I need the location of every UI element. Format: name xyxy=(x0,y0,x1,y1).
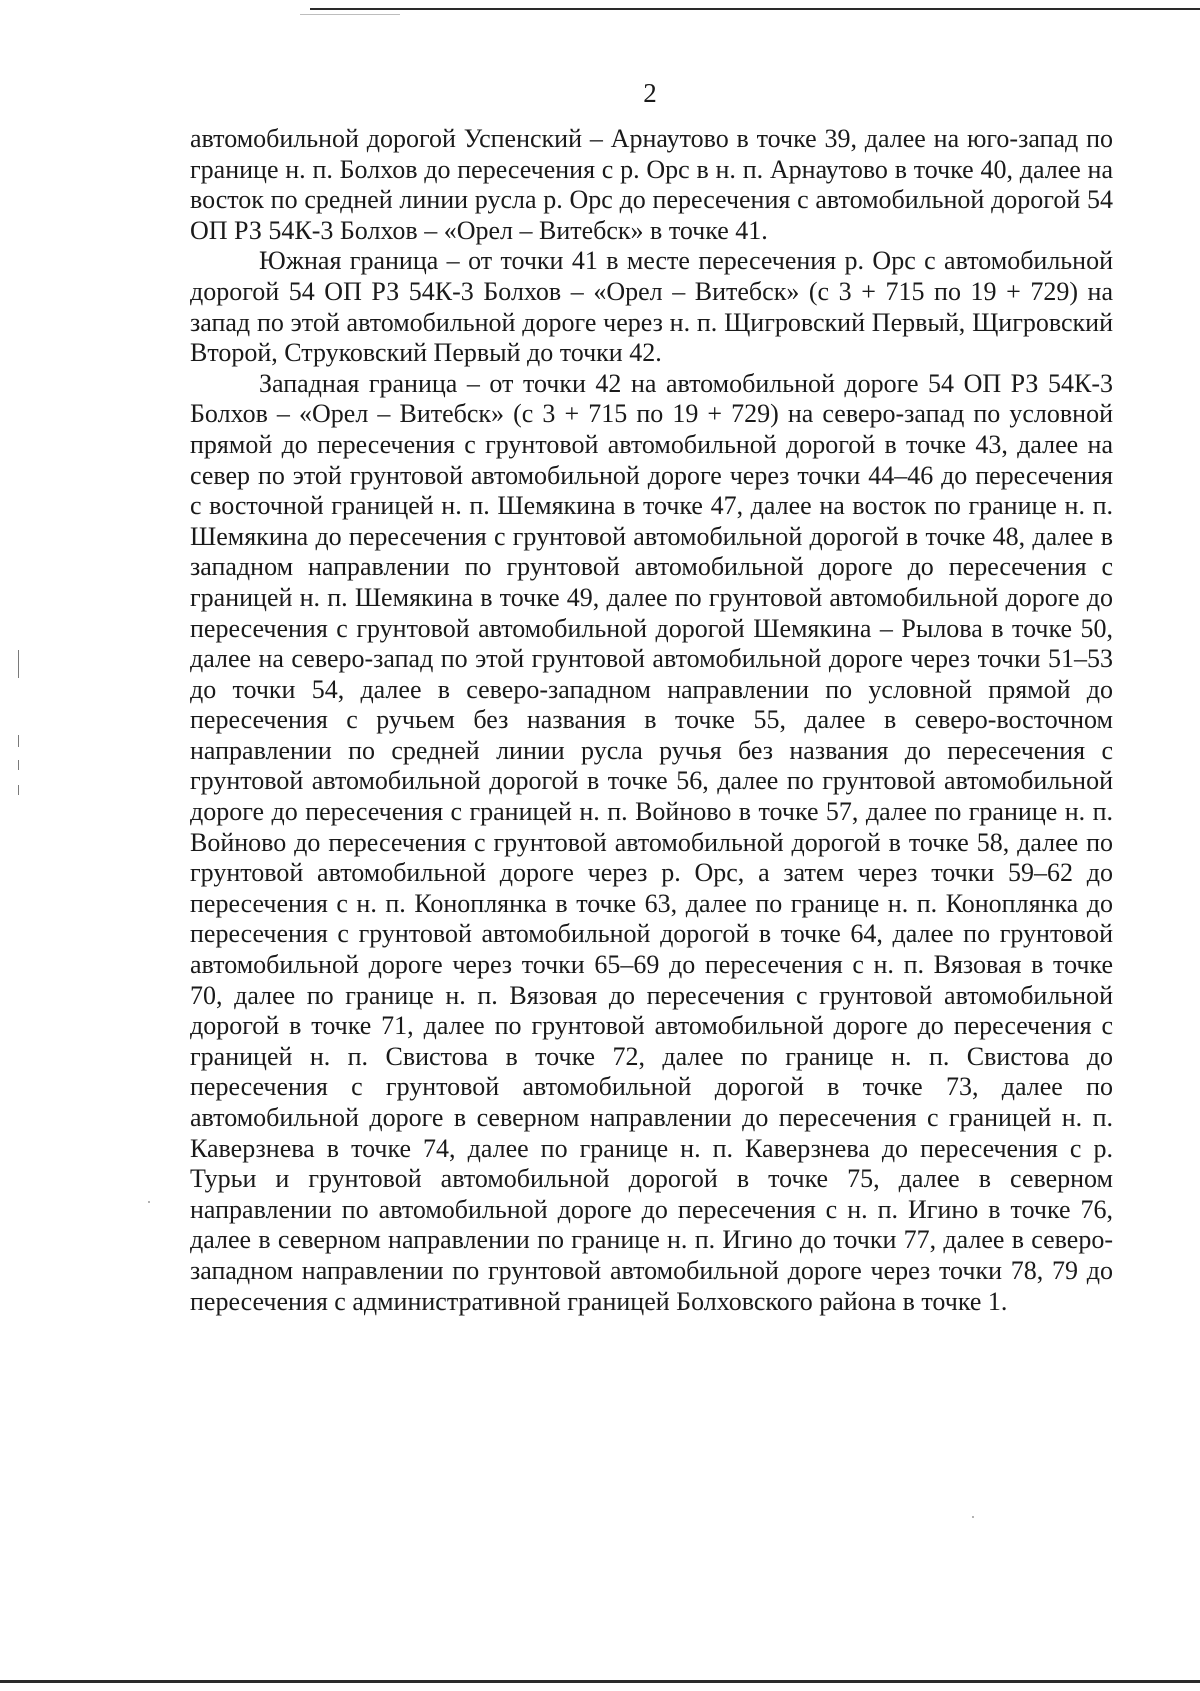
paragraph-western-boundary: Западная граница – от точки 42 на автомобильной дороге 54 ОП РЗ 54К-3 Болхов – «Орел – Витебск» (с 3 + 715 по 19 + 729) на северо-запад по условной прямой до пересечения с грунтовой автомобильной дорогой в точке 43, далее на север по этой грунтовой автомобильной дороге через точки 44–46 до пересечения с восточной границей н. п. Шемякина в точке 47, далее на восток по границе н. п. Шемякина до пересечения с грунтовой автомобильной дорогой в точке 48, далее в западном направлении по грунтовой автомобильной дороге до пересечения с границей н. п. Шемякина в точке 49, далее по грунтовой автомобильной дороге до пересечения с грунтовой автомобильной дорогой Шемякина – Рылова в точке 50, далее на северо-запад по этой грунтовой автомобильной дороге через точки 51–53 до точки 54, далее в северо-западном направлении по условной прямой до пересечения с ручьем без названия в точке 55, далее в северо-восточном направлении по средней линии русла ручья без названия до пересечения с грунтовой автомобильной дорогой в точке 56, далее по грунтовой автомобильной дороге до пересечения с границей н. п. Войново в точке 57, далее по границе н. п. Войново до пересечения с грунтовой автомобильной дорогой в точке 58, далее по грунтовой автомобильной дороге через р. Орс, а затем через точки 59–62 до пересечения с н. п. Коноплянка в точке 63, далее по границе н. п. Коноплянка до пересечения с грунтовой автомобильной дорогой в точке 64, далее по грунтовой автомобильной дороге через точки 65–69 до пересечения с н. п. Вязовая в точке 70, далее по границе н. п. Вязовая до пересечения с грунтовой автомобильной дорогой в точке 71, далее по грунтовой автомобильной дороге до пересечения с границей н. п. Свистова в точке 72, далее по границе н. п. Свистова до пересечения с грунтовой автомобильной дорогой в точке 73, далее по автомобильной дороге в северном направлении до пересечения с границей н. п. Каверзнева в точке 74, далее по границе н. п. Каверзнева до пересечения с р. Турьи и грунтовой автомобильной дорогой в точке 75, далее в северном направлении по автомобильной дороге до пересечения с н. п. Игино в точке 76, далее в северном направлении по границе н. п. Игино до точки 77, далее в северо-западном направлении по грунтовой автомобильной дороге через точки 78, 79 до пересечения с административной границей Болховского района в точке 1. xyxy=(190,368,1113,1316)
scan-top-edge-faint-line xyxy=(300,14,400,15)
scan-margin-mark xyxy=(18,735,19,747)
scan-margin-mark xyxy=(18,785,19,795)
scan-margin-mark xyxy=(18,760,19,770)
scan-margin-mark xyxy=(18,650,19,678)
paragraph-southern-boundary: Южная граница – от точки 41 в месте пересечения р. Орс с автомобильной дорогой 54 ОП РЗ 54К-3 Болхов – «Орел – Витебск» (с 3 + 715 по 19 + 729) на запад по этой автомобильной дороге через н. п. Щигровский Первый, Щигровский Второй, Струковский Первый до точки 42. xyxy=(190,246,1113,368)
paragraph-continuation: автомобильной дорогой Успенский – Арнаутово в точке 39, далее на юго-запад по границе н. п. Болхов до пересечения с р. Орс в н. п. Арнаутово в точке 40, далее на восток по средней линии русла р. Орс до пересечения с автомобильной дорогой 54 ОП РЗ 54К-3 Болхов – «Орел – Витебск» в точке 41. xyxy=(190,124,1113,245)
scan-top-edge-line xyxy=(310,8,1200,10)
scan-bottom-edge-line xyxy=(0,1680,1200,1683)
document-body xyxy=(190,124,1113,1317)
scan-speck xyxy=(972,1516,974,1518)
page-number: 2 xyxy=(643,78,657,108)
scan-speck xyxy=(148,1201,150,1203)
